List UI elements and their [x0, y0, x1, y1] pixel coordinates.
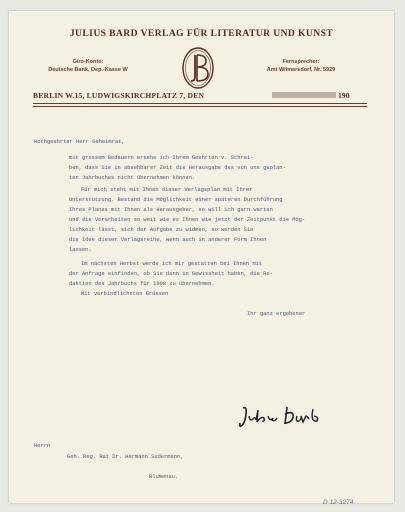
recipient-label: Herrn [34, 443, 51, 449]
closing: Ihr ganz ergebener [247, 311, 306, 317]
phone-value: Amt Wilmersdorf, Nr. 5929 [266, 67, 336, 73]
body-line: Im nächsten Herbst werde ich mir gestatten bei Ihnen mit [81, 261, 263, 267]
phone-info [251, 58, 351, 74]
date-field [272, 92, 336, 98]
body-line: mit grossem Bedauern ersehe ich Ihrem Geehrten v. Schrei- [69, 155, 254, 161]
body-line: Unterstützung. Bestand die Möglichkeit einer späteren Durchführung [69, 197, 283, 203]
body-line: daktion des Jahrbuchs für 1908 zu übernehmen. [69, 281, 215, 287]
body-line: Mit verbindlichsten Grüssen [81, 291, 169, 297]
handwritten-signature [237, 404, 332, 432]
body-line: der Anfrage einfinden, ob Sie dann in Gewissheit haben, die Re- [69, 271, 273, 277]
body-line: Ihres Planes mit Ihnen als Herausgeber, so will ich gern warten [69, 207, 273, 213]
letter-sheet [9, 11, 394, 506]
body-line: ten Jahrbuches nicht übernehmen können. [69, 175, 196, 181]
jb-monogram-logo [181, 46, 215, 90]
header-rule-top [33, 103, 367, 104]
archive-mark: D 12-3274 [323, 499, 354, 506]
bank-info [43, 58, 133, 74]
header-rule-bottom [33, 106, 367, 107]
bank-label: Giro-Konto: [72, 59, 104, 65]
salutation: Hochgeehrter Herr Geheimrat, [34, 139, 125, 145]
body-line: Für mich steht mit Ihnen dieser Verlagsplan mit Ihrer [81, 187, 253, 193]
year-field: 190 [338, 91, 350, 100]
recipient-city: Blumenau. [149, 474, 179, 480]
publisher-name: JULIUS BARD VERLAG FÜR LITERATUR UND KUNST [69, 28, 334, 39]
body-line: ben, dass Sie in absehbarer Zeit die Herausgabe des von uns geplan- [69, 165, 286, 171]
body-line: die Idee dieser Verlagsreihe, wenn auch in anderer Form Ihnen [69, 237, 267, 243]
bank-value: Deutsche Bank, Dep.-Kasse W [48, 67, 128, 73]
address-line: BERLIN W.15, LUDWIGSKIRCHPLATZ 7, DEN [33, 91, 205, 100]
body-line: lichkeit lässt, sich der Aufgabe zu widmen, so werden Sie [69, 227, 254, 233]
body-line: lassen. [69, 247, 92, 253]
body-line: und die Vorarbeiten so weit wie es Ihnen wie jetzt der Zeitpunkt die Mög- [69, 217, 306, 223]
recipient-name: Geh. Reg. Rat Dr. Hermann Sudermann, [67, 454, 184, 460]
phone-label: Fernsprecher: [282, 59, 320, 65]
